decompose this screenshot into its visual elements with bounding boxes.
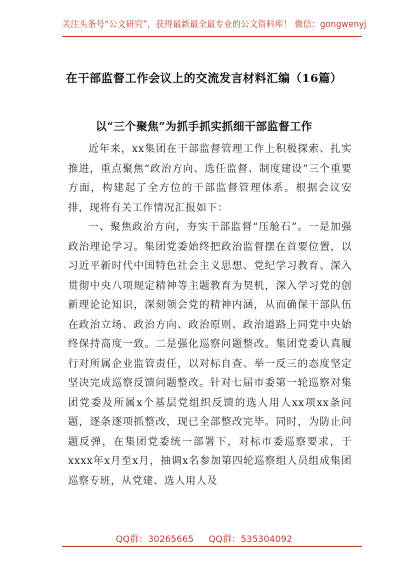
document-title: 在干部监督工作会议上的交流发言材料汇编（16篇）: [65, 71, 343, 85]
paragraph: 一、聚焦政治方向，夯实干部监督“压舱石”。一是加强政治理论学习。集团党委始终把政治监督摆在首要位置，以习近平新时代中国特色社会主义思想、党纪学习教育、深入贯彻中央八项规定精神等主题教育为契机，深入学习党的创新理论论知识，深刻领会党的精神内涵，从而确保干部队伍在政治立场、政治方向、政治原则、政治道路上同党中央始终保持高度一致。二是强化巡察问题整改。集团党委认真履行对所属企业监管责任，以对标自查、举一反三的态度坚定坚决完成巡察反馈问题整改。针对七届市委第一轮巡察对集团党委及所属x个基层党组织反馈的选人用人xx项xx条问题，逐条逐项抓整改，现已全部整改完毕。同时，为防止问题反弹，在集团党委统一部署下，对标市委巡察要求，于xxxx年x月至x月，抽调x名参加第四轮巡察组人员组成集团巡察专班，从党建、选人用人及: [68, 222, 352, 487]
footer-contact: [40, 532, 368, 545]
header-divider: [62, 36, 362, 37]
footer-divider: [62, 546, 362, 547]
header-banner: 关注头条号“公文研究”，获得最新最全最专业的公文资料库！ 微信：gongwenyj: [62, 20, 367, 30]
footer-qq-group-1: QQ群：30265665: [115, 535, 194, 545]
document-body: [68, 140, 352, 491]
section-title: 以“三个聚焦”为抓手抓实抓细干部监督工作: [95, 120, 313, 133]
footer-qq-group-2: QQ群：535304092: [208, 535, 293, 545]
paragraph: 近年来，xx集团在干部监督管理工作上积极探索、扎实推进，重点聚焦“政治方向、选任监督、制度建设”三个重要方面，构建起了全方位的干部监督管理体系。根据会议安排，现将有关工作情况汇报如下：: [68, 144, 352, 214]
